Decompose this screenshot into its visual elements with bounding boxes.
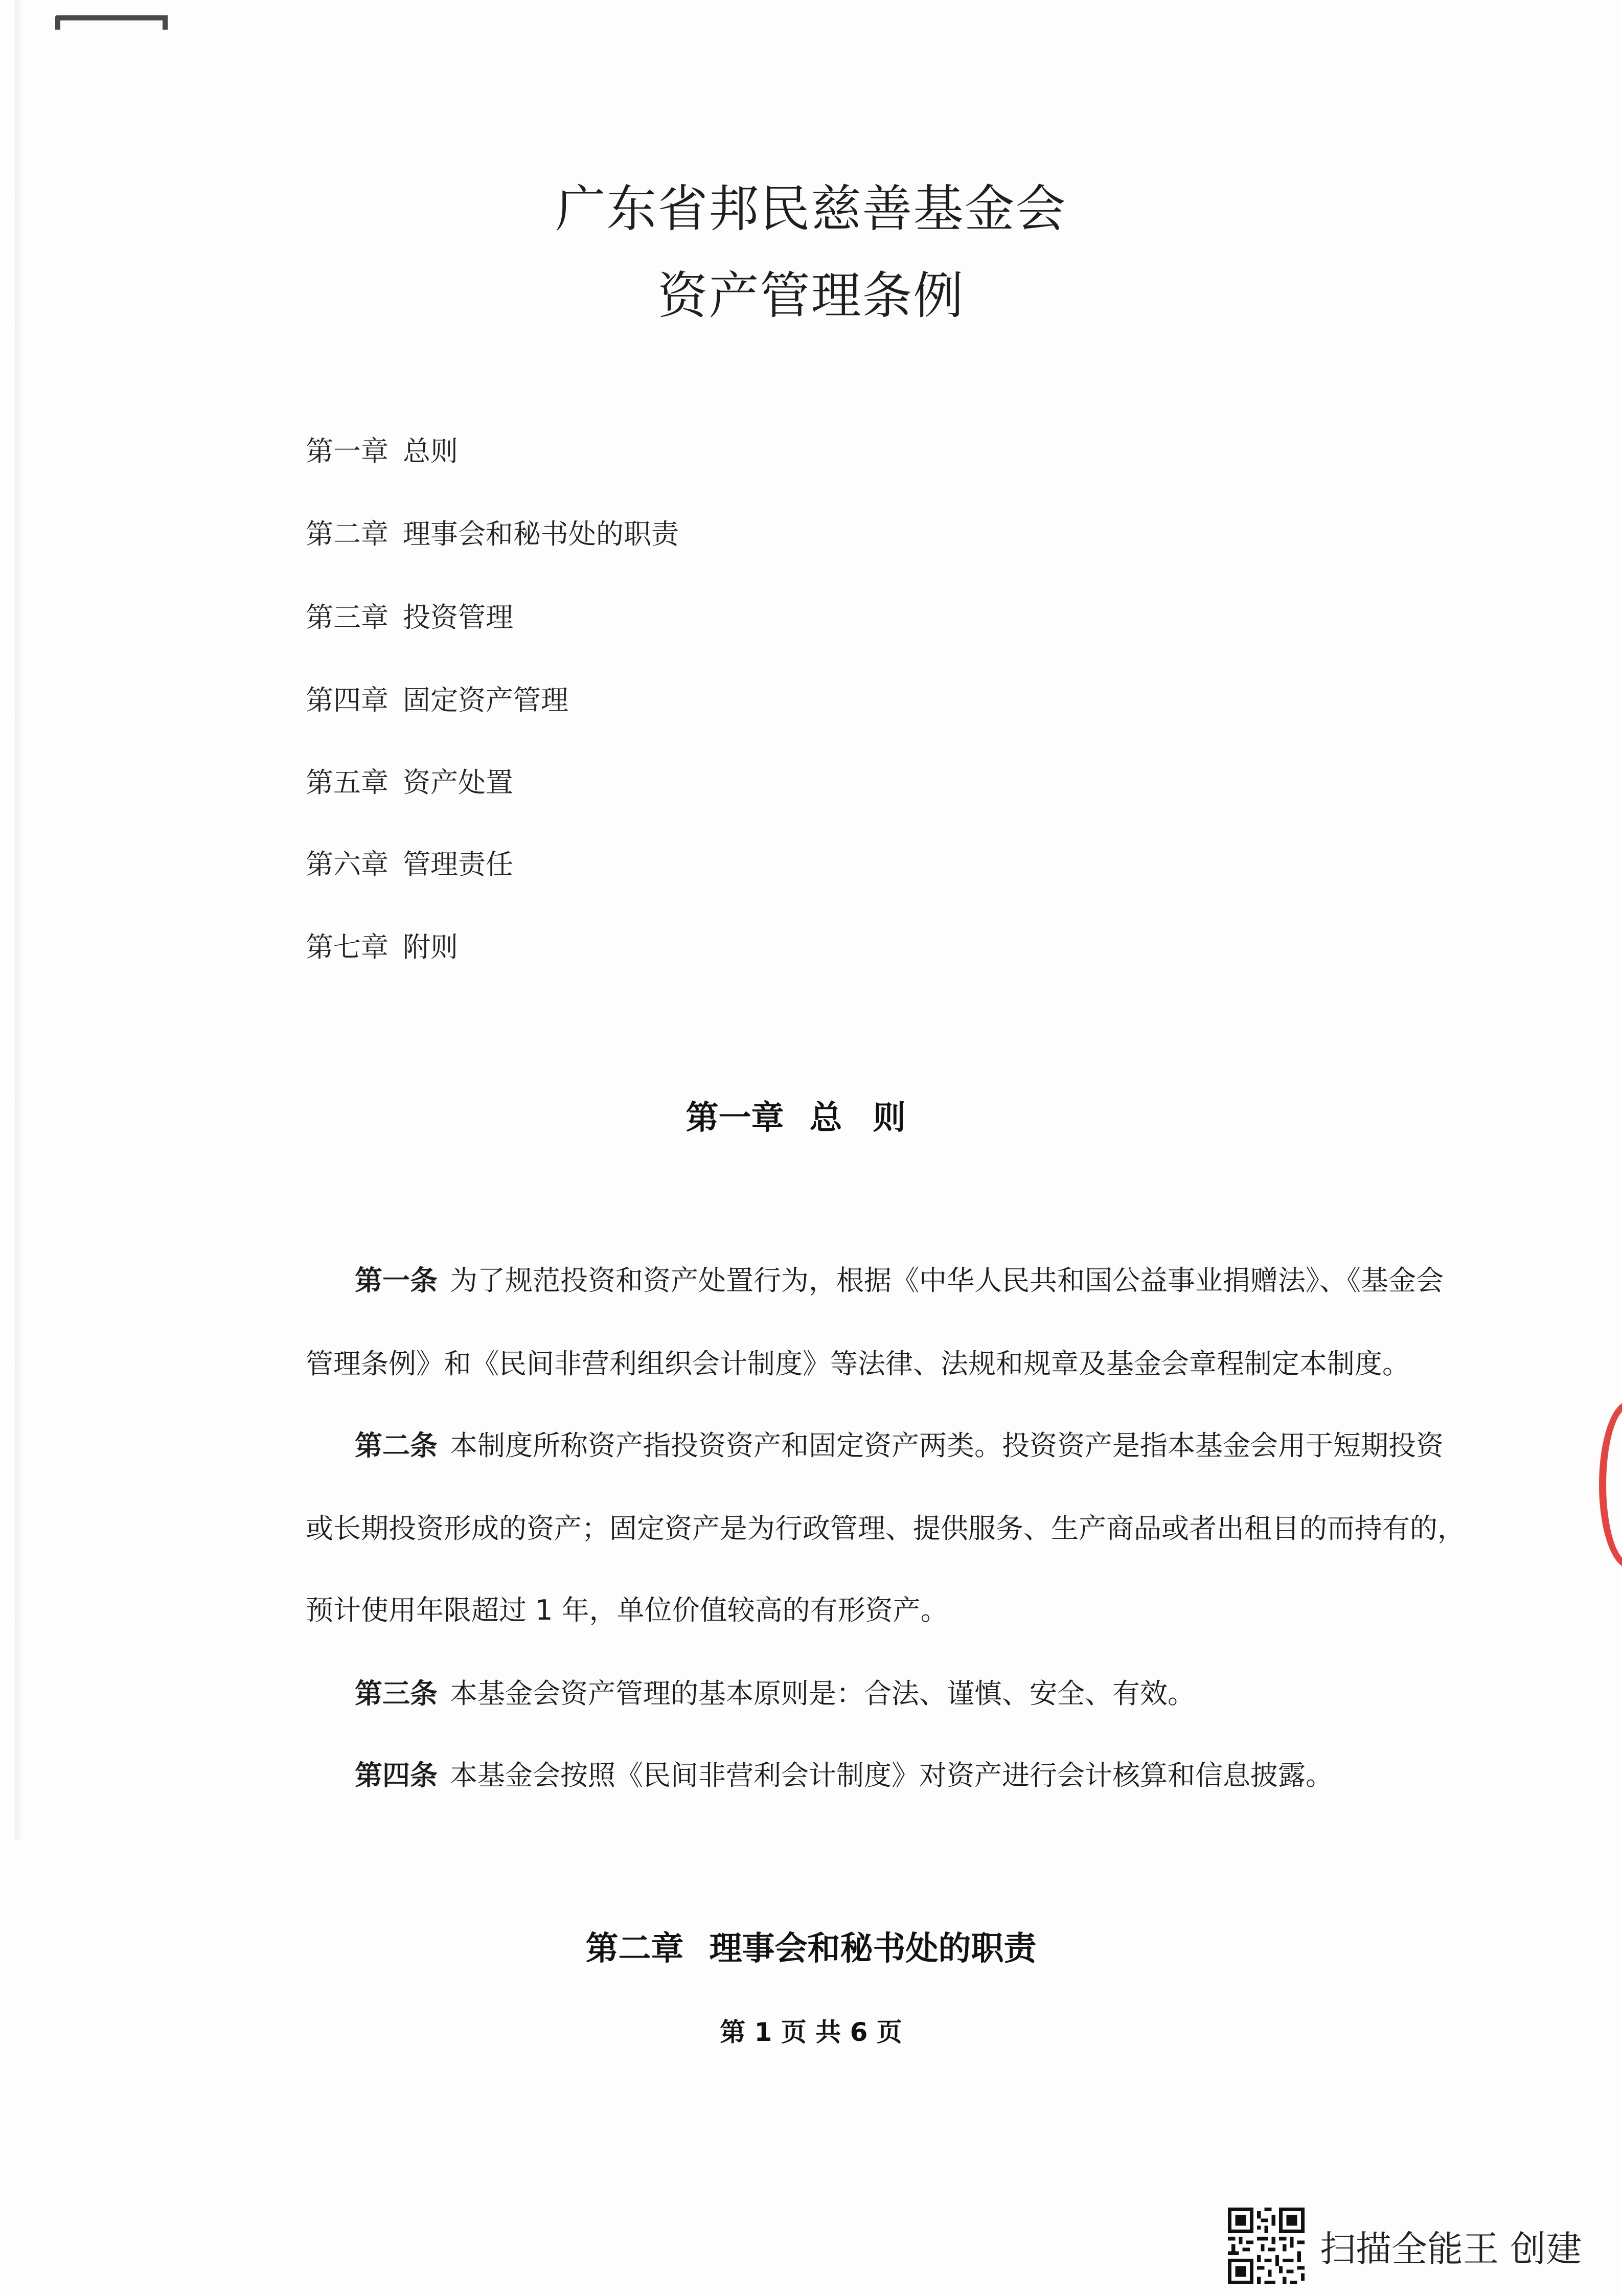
toc-chapter-number: 第二章 [306,518,389,550]
toc-chapter-title: 资产处置 [403,766,513,799]
chapter-number: 第二章 [585,1930,684,1968]
article-text: 本制度所称资产指投资资产和固定资产两类。投资资产是指本基金会用于短期投资 [450,1429,1444,1462]
toc-item-chapter-1 [306,429,458,469]
article-3-line-1 [306,1672,1410,1711]
toc-chapter-number: 第六章 [306,848,389,880]
toc-item-chapter-6 [306,843,513,882]
article-2-line-3: 预计使用年限超过 1 年，单位价值较高的有形资产。 [306,1594,948,1626]
toc-chapter-number: 第四章 [306,684,389,716]
scan-corner-mark [55,15,168,30]
chapter-title: 理事会和秘书处的职责 [709,1930,1037,1968]
article-4-line-1 [306,1754,1410,1793]
article-label: 第二条 [355,1429,438,1462]
qr-code-icon [1228,2208,1305,2284]
article-2-line-2: 或长期投资形成的资产；固定资产是为行政管理、提供服务、生产商品或者出租目的而持有的， [306,1512,1465,1544]
article-label: 第一条 [355,1264,438,1297]
toc-item-chapter-3 [306,596,513,635]
toc-item-chapter-7 [306,925,458,965]
toc-chapter-title: 附则 [403,931,458,963]
toc-chapter-title: 总则 [403,435,458,467]
toc-item-chapter-2 [306,512,679,552]
chapter-number: 第一章 [686,1099,784,1137]
toc-chapter-title: 理事会和秘书处的职责 [403,518,679,550]
article-text: 为了规范投资和资产处置行为，根据《中华人民共和国公益事业捐赠法》、《基金会 [450,1264,1444,1297]
toc-chapter-number: 第七章 [306,931,389,963]
scanner-watermark [1228,2208,1582,2284]
toc-chapter-title: 固定资产管理 [403,684,568,716]
article-label: 第三条 [355,1677,438,1710]
red-seal-stamp-edge [1599,1401,1622,1568]
article-text: 本基金会按照《民间非营利会计制度》对资产进行会计核算和信息披露。 [450,1759,1333,1791]
document-title-line1: 广东省邦民慈善基金会 [555,180,1067,238]
chapter-2-heading [0,1922,1622,1969]
toc-chapter-title: 管理责任 [403,848,513,880]
toc-chapter-title: 投资管理 [403,601,513,633]
page-number: 第 1 页 共 6 页 [720,2017,902,2047]
chapter-1-heading [0,1092,1622,1139]
document-title-line2: 资产管理条例 [657,267,965,325]
chapter-title: 总则 [809,1099,936,1137]
toc-item-chapter-5 [306,761,513,800]
toc-item-chapter-4 [306,678,568,718]
scanner-app-label: 扫描全能王 创建 [1320,2227,1582,2270]
toc-chapter-number: 第一章 [306,435,389,467]
article-1-line-1 [306,1259,1444,1298]
article-2-line-1 [306,1424,1444,1463]
toc-chapter-number: 第五章 [306,766,389,799]
article-label: 第四条 [355,1759,438,1791]
article-text: 本基金会资产管理的基本原则是：合法、谨慎、安全、有效。 [450,1677,1195,1710]
article-1-line-2: 管理条例》和《民间非营利组织会计制度》等法律、法规和规章及基金会章程制定本制度。 [306,1348,1410,1380]
toc-chapter-number: 第三章 [306,601,389,633]
